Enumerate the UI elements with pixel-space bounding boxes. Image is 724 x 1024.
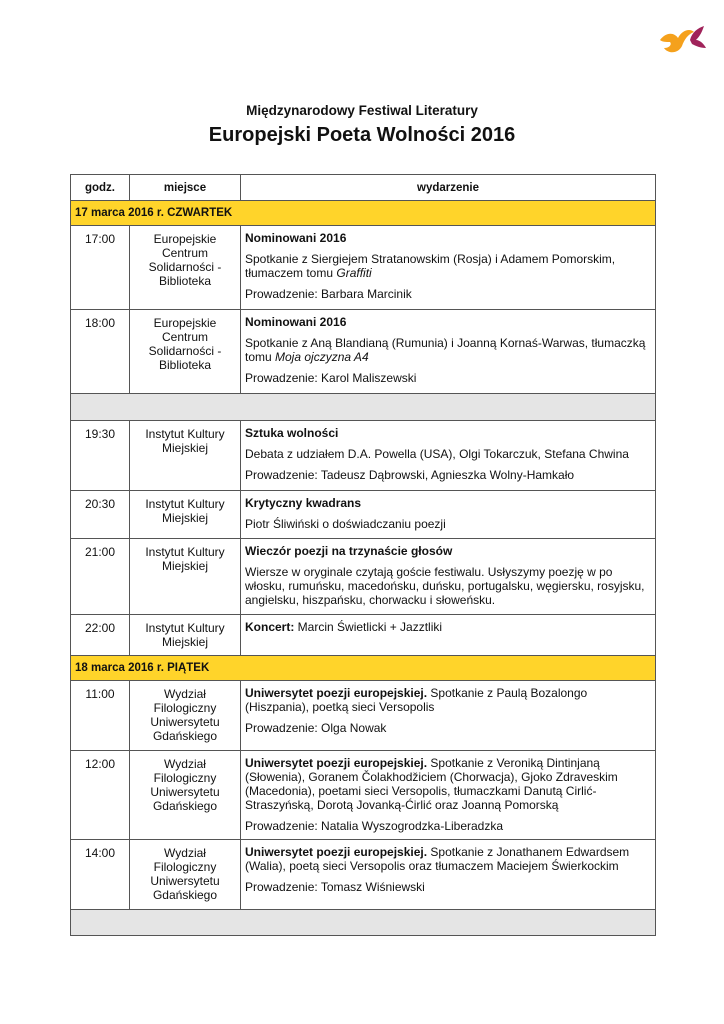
event-host: Prowadzenie: Natalia Wyszogrodzka-Liberadzka [245,819,504,833]
event-time: 21:00 [71,539,130,615]
event-description: Spotkanie z Jonathanem Edwardsem (Walia), poetą sieci Versopolis oraz tłumaczem Maciejem Świerkockim [245,845,630,873]
festival-logo-icon [656,18,712,58]
day-row [71,201,656,226]
table-row [71,226,656,310]
table-row [71,539,656,615]
event-place: Instytut Kultury Miejskiej [130,491,241,539]
event-description: Spotkanie z Paulą Bozalongo (Hiszpania), poetką sieci Versopolis [245,686,588,714]
col-header-time: godz. [71,175,130,201]
table-header-row [71,175,656,201]
event-host: Prowadzenie: Barbara Marcinik [245,287,412,301]
event-place: Instytut Kultury Miejskiej [130,421,241,491]
event-cell [241,421,656,491]
event-time: 18:00 [71,310,130,394]
event-description: Marcin Świetlicki + Jazztliki [294,620,443,634]
event-time: 19:30 [71,421,130,491]
event-place: Wydział Filologiczny Uniwersytetu Gdańskiego [130,681,241,751]
book-title: Moja ojczyzna A4 [275,350,369,364]
event-time: 12:00 [71,751,130,840]
table-row [71,615,656,656]
event-time: 22:00 [71,615,130,656]
event-description: Spotkanie z Veroniką Dintinjaną (Słowenia), Goranem Čolakhodžiciem (Chorwacja), Gjoko Zdraveskim (Macedonia), poetami sieci Versopolis, tłumaczkami Danutą Cirlić-Straszyńską, Dorotą Jovanką-Ćirlić oraz Joanną Pomorską [245,756,618,812]
event-title: Uniwersytet poezji europejskiej. [245,756,428,770]
event-description: Debata z udziałem D.A. Powella (USA), Olgi Tokarczuk, Stefana Chwina [245,447,629,461]
event-description: Piotr Śliwiński o doświadczaniu poezji [245,517,446,531]
page-title: Europejski Poeta Wolności 2016 [208,124,516,146]
event-title: Uniwersytet poezji europejskiej. [245,845,428,859]
event-cell [241,539,656,615]
table-row [71,681,656,751]
day-row [71,656,656,681]
event-description: Spotkanie z Aną Blandianą (Rumunia) i Joanną Kornaś-Warwas, tłumaczką tomu [245,336,646,364]
event-time: 14:00 [71,840,130,910]
event-title: Wieczór poezji na trzynaście głosów [245,544,453,558]
event-place: Instytut Kultury Miejskiej [130,615,241,656]
event-description: Wiersze w oryginale czytają goście festiwalu. Usłyszymy poezję w po włosku, rumuńsku, macedońsku, duńsku, portugalsku, węgiersku, rosyjsku, angielsku, hiszpańsku, chorwacku i słoweńsku. [245,565,645,607]
col-header-place: miejsce [130,175,241,201]
event-description: Spotkanie z Siergiejem Stratanowskim (Rosja) i Adamem Pomorskim, tłumaczem tomu [245,252,616,280]
program-table [70,174,656,936]
col-header-event: wydarzenie [241,175,656,201]
event-place: Wydział Filologiczny Uniwersytetu Gdańskiego [130,751,241,840]
event-cell [241,751,656,840]
event-host: Prowadzenie: Karol Maliszewski [245,371,417,385]
event-host: Prowadzenie: Tadeusz Dąbrowski, Agnieszka Wolny-Hamkało [245,468,575,482]
event-host: Prowadzenie: Olga Nowak [245,721,387,735]
separator-row [71,910,656,936]
event-cell [241,491,656,539]
separator-row [71,394,656,421]
festival-subtitle: Międzynarodowy Festiwal Literatury [246,103,478,118]
event-cell [241,681,656,751]
event-place: Wydział Filologiczny Uniwersytetu Gdańskiego [130,840,241,910]
event-title: Krytyczny kwadrans [245,496,362,510]
table-row [71,310,656,394]
event-cell [241,840,656,910]
event-cell [241,226,656,310]
event-time: 20:30 [71,491,130,539]
event-title: Koncert: [245,620,295,634]
event-place: Europejskie Centrum Solidarności - Biblioteka [130,310,241,394]
event-host: Prowadzenie: Tomasz Wiśniewski [245,880,425,894]
table-row [71,421,656,491]
day-label: 18 marca 2016 r. PIĄTEK [71,656,656,681]
table-row [71,751,656,840]
event-title: Uniwersytet poezji europejskiej. [245,686,428,700]
event-cell [241,310,656,394]
event-cell [241,615,656,656]
event-place: Europejskie Centrum Solidarności - Biblioteka [130,226,241,310]
event-title: Nominowani 2016 [245,315,347,329]
book-title: Graffiti [336,266,372,280]
table-row [71,491,656,539]
event-title: Nominowani 2016 [245,231,347,245]
day-label: 17 marca 2016 r. CZWARTEK [71,201,656,226]
event-place: Instytut Kultury Miejskiej [130,539,241,615]
event-time: 11:00 [71,681,130,751]
event-title: Sztuka wolności [245,426,339,440]
event-time: 17:00 [71,226,130,310]
table-row [71,840,656,910]
